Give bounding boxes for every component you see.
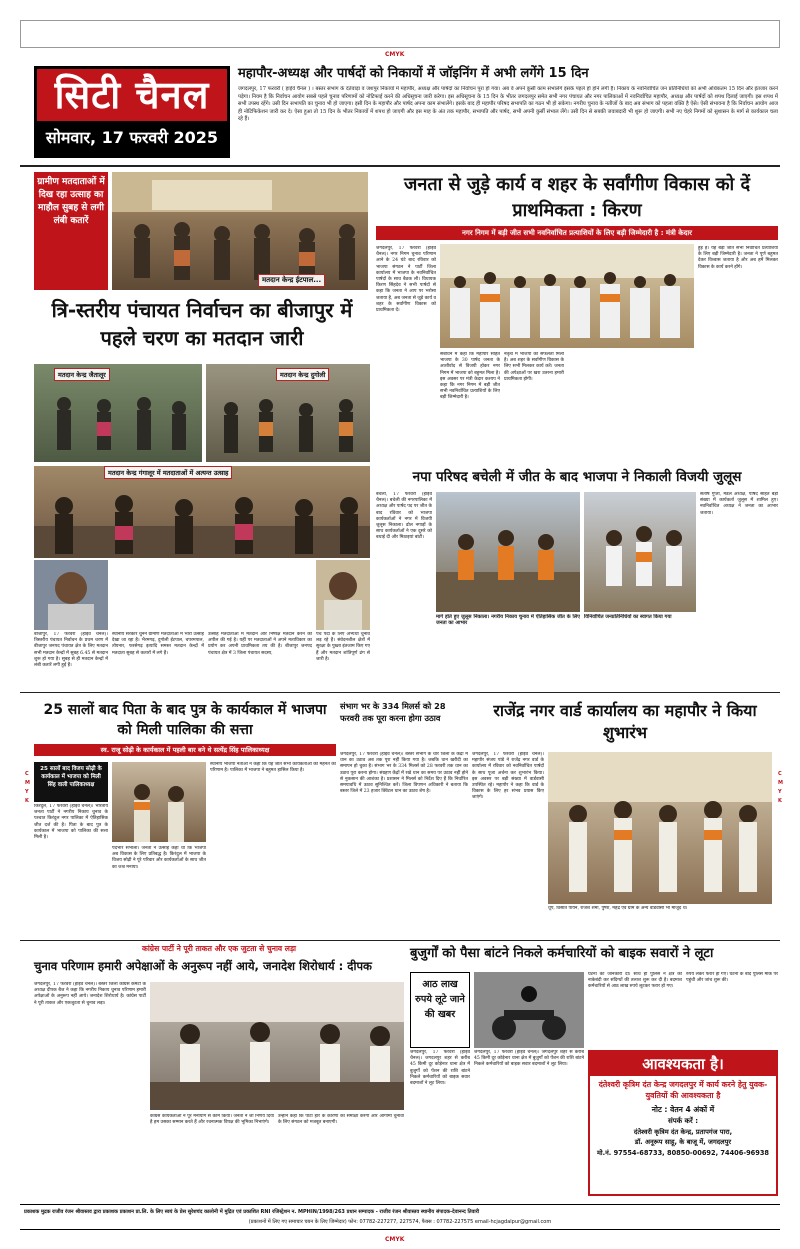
crowd-illustration — [112, 172, 368, 290]
julus-caption-1: मार्ग होते हुए जुलूस निकाला। नगरीय निकाय चुनाव में ऐतिहासिक जीत के लिए जनता का आभार — [436, 614, 580, 627]
ward-photo — [548, 752, 772, 904]
congress-body-3: उन्होंने कहा कि पार्टी हार के कारणों की समीक्षा करेगी और आगामी चुनावों के लिए संगठन को मजबूत बनाएगी। — [278, 1114, 404, 1126]
loot-body-3: रुपये लेकर फरार हो गए। घटना के बाद पुलिस मौके पर पहुंची और जांच शुरू की। — [686, 972, 778, 984]
masthead-name: सिटी चैनल — [37, 69, 227, 121]
headshot-1 — [34, 560, 108, 630]
ward-body-2: धूप, विसात पायन, राजेश शर्मा, पुष्पा, महेंद्र एवं ग्राम के अन्य वार्डवासी भी मौजूद थे। — [548, 906, 688, 911]
classified-mobile: मो.नं. 97554-68733, 80850-00692, 74406-96938 — [596, 1149, 770, 1157]
polling-photo-main — [112, 172, 368, 290]
rajendra-inset: 25 सालों बाद विजय सोढ़ी के कार्यकाल में भाजपा को मिली सिंह वाली पालिकाध्यक्ष — [34, 762, 108, 802]
lead-body: जगदलपुर, 17 फरवरी ( हाईवे चैनल ) । बस्तर संभाग के दंतेवाड़ा व जशपुर निकायों में महापौर, अध्यक्ष और पार्षदों का निर्वाचन पूरा हो गया। अब वे अपने कुर्सी काम संभालेंगे इसके पहले हो होने लगी है। निकाय के नवनिर्वाचित जन प्रतिनिधियों को अभी अधिकतम 15 दिन और इंतजार करने पड़ेगा। नियम है कि निर्वाचन आयोग सबसे पहले चुनाव परिणामों को नोटिफाई करने की अधिसूचना जारी करेगा। इस अधिसूचना के 15 दिन के भीतर जगदलपुर समेत सभी नगर पंचायत और नगर पालिकाओं में नवनिर्वाचित महापौर, अध्यक्ष और पार्षदों को शपथ दिलाई जाएगी। इस शपथ में सभी उपस्थ रहेंगे। उसी दिन सभापति का चुनाव भी हो जाएगा। इसी दिन के महापौर और पार्षद अपना काम संभालेंगे। इसके बाद ही महापौर परिषद सभापति का गठन भी हो सकेगा। नगरीय चुनाव के नतीजों के बाद अब संभाग को पहला वक्ति है ऐसे। ऐसी संभावना है कि निर्वाचन आयोग आज ही नोटिफिकेशन जारी कर दे। ऐसा हुआ तो 15 दिन के भीतर निकायों में शपथ हो जाएगी और इस माह के अंत तक महापौर, सभापति और पार्षद, सभी अपनी कुर्सी संभाल लेंगे। उसी दिन से सबकी जवाबदारी भी शुरू हो जाएगी। सभी नए चेहरे निगमों को सुशासन के मार्ग से कार्यकाल चला रहे हैं। — [238, 86, 778, 123]
classified-line1: दंतेश्वरी कृत्रिम दंत केन्द्र जगदलपुर में कार्य करने हेतु युवक-युवतियों की आवश्यकता है — [598, 1080, 768, 1100]
masthead — [34, 66, 230, 158]
ward-headline: राजेंद्र नगर वार्ड कार्यालय का महापौर ने किया शुभारंभ — [493, 701, 757, 742]
tagline-box — [34, 172, 108, 290]
congress-photo — [150, 982, 404, 1110]
loot-body-1: जगदलपुर, 17 फरवरी (हाईवे चैनल)। जगदलपुर शहर से करीब 45 किमी दूर कोड़ेनार थाना क्षेत्र में बुजुर्गों को पेंशन की राशि बांटने निकले कर्मचारियों को बाइक सवार बदमाशों ने लूट लिया। — [474, 1050, 584, 1068]
rajendra-ribbon: स्व. राजू सोढ़ी के कार्यकाल में पहली बार बने थे सत्येंद्र सिंह पालिकाध्यक्ष — [34, 744, 336, 756]
kiran-body-2: संबोधन में कहा कि महापौर सहित भाजपा के 30 पार्षद जनता के आशीर्वाद से विजयी होकर नगर निगम में भाजपा को बहुमत मिला है। इस अवसर पर मंत्री केदार कश्यप ने कहा कि नगर निगम में बड़ी जीत सभी नवनिर्वाचित प्रत्याशियों के लिए बड़ी जिम्मेदारी है। — [440, 352, 500, 401]
loot-headline: बुजुर्गों को पैसा बांटने निकले कर्मचारियों को बाइक सवारों ने लूटा — [410, 946, 714, 961]
kiran-photo — [440, 244, 694, 348]
panchayat-caption-3: मतदान केन्द्र गंगालूर में मतदाताओं में अत्यन्त उत्साह — [104, 466, 232, 479]
rajendra-photo — [112, 762, 206, 842]
sambhag-body: जगदलपुर, 17 फरवरी (हाईवे चैनल)। बस्तर संभाग के चार जिलों के केंद्रों में धान का उठाव अब तक पूरा नहीं किया गया है। जबकि धान खरीदी का समापन हो चुका है। संभाग भर के 334 मिलर्स को 28 फरवरी तक धान का उठाव पूरा करना होगा। संग्रहण केंद्रों में रखे धान का समय पर उठाव नहीं होने से नुकसान की आशंका है। प्रशासन ने मिलर्स को निर्देश दिए हैं कि निर्धारित समयावधि में उठाव सुनिश्चित करें। जिला विपणन अधिकारी ने बताया कि बस्तर जिले में 23 हजार क्विंटल धान का उठाव शेष है। — [340, 752, 468, 795]
tagline-text: ग्रामीण मतदाताओं में दिख रहा उत्साह का माहौल सुबह से लगी लंबी कतारें — [37, 177, 105, 226]
side-cmyk: C M Y K — [25, 771, 30, 804]
lead-headline: महापौर-अध्यक्ष और पार्षदों को निकायों में जॉइनिंग में अभी लगेंगे 15 दिन — [238, 66, 589, 81]
masthead-date: सोमवार, 17 फरवरी 2025 — [37, 121, 227, 155]
loot-box — [410, 972, 470, 1048]
sambhag-headline: संभाग भर के 334 मिलर्स को 28 फरवरी तक पूरा करना होगा उठाव — [340, 701, 446, 723]
loot-box-text: आठ लाख रुपये लूटे जाने की खबर — [415, 979, 465, 1020]
julus-photo-1 — [436, 492, 580, 612]
footer-line-2: (प्रकाशनों में लिए गए समाचार चयन के लिए जिम्मेदार) फोन: 07782-227277, 227574, फैक्स : 07782-227575 email-hcjagdalpur@gmail.com — [248, 1219, 552, 1225]
classified-ad — [588, 1050, 778, 1196]
julus-photo-2 — [584, 492, 696, 612]
headshot-2 — [316, 560, 370, 630]
congress-banner: कांग्रेस पार्टी ने पूरी ताकत और एक जुटता से चुनाव लड़ा — [142, 944, 296, 953]
bottom-cmyk-label: CMYK — [385, 1236, 405, 1243]
panchayat-body-3: उत्साह मतदाताओं में मतदान और निष्पक्ष मतदान करने की अपील की गई है। यहीं पर मतदाताओं ने अपने मताधिकार का प्रयोग कर अपनी प्राथमिकता तय की है। बीजापुर जनपद पंचायत क्षेत्र में 3 जिला पंचायत सदस्य, — [208, 632, 312, 656]
classified-address: दंतेश्वरी कृत्रिम दंत केन्द्र, प्रतापगंज पारा, — [633, 1128, 733, 1136]
panchayat-photo-1 — [34, 364, 202, 462]
panchayat-body-2: स्थानीय सरकार चुनने ग्रामीण मतदाताओं में भारी उत्साह देखा जा रहा है। भैरमगढ़, दुगोली ईटपाल, चपरमपाल, तोयनार, फरसेगढ़ इत्यादि समस्त मतदान केन्द्रों में मतदाता सुबह से कतारों में लगे हैं। — [112, 632, 204, 656]
loot-body-2: घटना की जानकारी दी। साथ ही पुलिस ने क्षेत्र की नाकेबंदी कर संदिग्धों की तलाश शुरू कर दी है। बदमाश कर्मचारियों से आठ लाख रुपये लूटकर फरार हो गए। — [588, 972, 682, 990]
congress-body-1: जगदलपुर, 17 फरवरी (हाईवे चैनल)। बस्तर जिला कांग्रेस कमेटी के अध्यक्ष दीपक बैज ने कहा कि नगरीय निकाय चुनाव परिणाम हमारी अपेक्षाओं के अनुरूप नहीं आये। जनादेश शिरोधार्य है। कांग्रेस पार्टी ने पूरी ताकत और एकजुटता से चुनाव लड़ा। — [34, 982, 146, 1006]
panchayat-body-1: बीजापुर, 17 फरवरी (हाईवे चैनल)। त्रिस्तरीय पंचायत निर्वाचन के प्रथम चरण में बीजापुर जनपद पंचायत क्षेत्र के लिए मतदान सभी मतदान केन्द्रों में सुबह 6.45 से मतदान शुरू हो गया है। सुबह से ही मतदान केन्द्रों में लंबी कतारें लगी हुई हैं। — [34, 632, 108, 669]
julus-body-2: संतोष गुप्ता, मंडल अध्यक्ष, पार्षद सहित बड़ी संख्या में कार्यकर्ता जुलूस में शामिल हुए। नवनिर्वाचित अध्यक्ष ने जनता का आभार जताया। — [700, 492, 778, 516]
top-cmyk-label: CMYK — [385, 51, 405, 58]
kiran-body-4: हुई है। यह बड़ी जीत सभी निर्वाचित प्रत्याशियों के लिए बड़ी जिम्मेदारी है। जनता ने पूर्ण बहुमत देकर विश्वास जताया है और अब हमें मिलकर विकास के कार्य करने होंगे। — [698, 246, 778, 270]
panchayat-headline: त्रि-स्तरीय पंचायत निर्वाचन का बीजापुर में पहले चरण का मतदान जारी — [51, 298, 353, 350]
julus-caption-2: विनिर्वाचित जनप्रतिनिधियों का स्वागत किया गया — [584, 614, 672, 620]
classified-doctor: डॉ. अनूरूप साहू, के बाजू में, जगदलपुर — [634, 1138, 732, 1146]
panchayat-caption-2: मतदान केन्द्र दुगोली — [276, 368, 329, 381]
panchayat-caption-1: मतदान केन्द्र जैतालूर — [54, 368, 110, 381]
julus-headline: नपा परिषद बचेली में जीत के बाद भाजपा ने निकाली विजयी जुलूस — [412, 469, 742, 485]
footer — [20, 1204, 780, 1230]
rajendra-body-3: स्थानीय भाजपा नेताओं ने कहा कि यह जीत सभी कार्यकर्ताओं की मेहनत का परिणाम है। पालिका में भाजपा ने बहुमत हासिल किया है। — [210, 762, 336, 774]
kiran-subhead: नगर निगम में बड़ी जीत सभी नवनिर्वाचित प्रत्याशियों के लिए बड़ी जिम्मेदारी है : मंत्री केदार — [376, 226, 778, 240]
kiran-headline: जनता से जुड़े कार्य व शहर के सर्वांगीण विकास को दें प्राथमिकता : किरण — [403, 174, 751, 221]
panchayat-photo-2 — [206, 364, 370, 462]
rajendra-body-1: किरंदुल, 17 फरवरी (हाईवे चैनल)। भारतीय जनता पार्टी ने नगरीय निकाय चुनाव के पश्चात किरंदुल नगर पालिका में ऐतिहासिक जीत दर्ज की है। पिता के बाद पुत्र के कार्यकाल में भाजपा को पालिका की सत्ता मिली है। — [34, 804, 108, 841]
classified-note: नोट : वेतन 4 अंकों में — [651, 1105, 715, 1114]
julus-body-1: बचेली, 17 फरवरी (हाईवे चैनल)। बचेली की नगरपालिका में अध्यक्ष और पार्षद पद पर जीत के बाद रविवार को भाजपा कार्यकर्ताओं ने नगर में विजयी जुलूस निकाला। ढोल नगाड़ों के साथ कार्यकर्ताओं ने एक दूसरे को बधाई दी और मिठाइयां बांटी। — [376, 492, 432, 541]
kiran-body-1: जगदलपुर, 17 फरवरी (हाईवे चैनल)। नगर निगम चुनाव परिणाम आने के 24 घंटे बाद रविवार को भाजपा संगठन ने पार्टी जिला कार्यालय में भाजपा के नवनिर्वाचित पार्षदों के साथ बैठक ली। विधायक किरण सिंहदेव ने सभी पार्षदों से कहा कि जनता ने आप पर भरोसा जताया है, अब जनता से जुड़े कार्य व शहर के सर्वांगीण विकास को प्राथमिकता दें। — [376, 246, 436, 314]
classified-contact-label: संपर्क करें : — [668, 1117, 698, 1125]
panchayat-photo-3 — [34, 466, 370, 558]
congress-body-2: कांग्रेस कार्यकर्ताओं ने पूरे मनोयोग से काम किया। जनता ने जो निर्णय दिया है हम उसका सम्मान करते हैं और रचनात्मक विपक्ष की भूमिका निभाएंगे। — [150, 1114, 274, 1126]
loot-photo — [474, 972, 584, 1048]
congress-headline: चुनाव परिणाम हमारी अपेक्षाओं के अनुरूप नहीं आये, जनादेश शिरोधार्य : दीपक — [34, 959, 372, 973]
panchayat-body-4: पंच पदों के लिए अभ्यर्थी चुनाव लड़ रहे हैं। संवेदनशील क्षेत्रों में सुरक्षा के पुख्ता इंतजाम किए गए हैं और मतदान शांतिपूर्ण ढंग से जारी है। — [316, 632, 370, 662]
loot-body-4: जगदलपुर, 17 फरवरी (हाईवे चैनल)। जगदलपुर शहर से करीब 45 किमी दूर कोड़ेनार थाना क्षेत्र में बुजुर्गों को पेंशन की राशि बांटने निकले कर्मचारियों को बाइक सवार बदमाशों ने लूट लिया। — [410, 1050, 470, 1087]
rajendra-headline: 25 सालों बाद पिता के बाद पुत्र के कार्यकाल में भाजपा को मिली पालिका की सत्ता — [43, 702, 327, 738]
side-cmyk-right: C M Y K — [778, 771, 783, 804]
ward-body: जगदलपुर, 17 फरवरी (हाईवे चैनल)। महापौर संजय पांडे ने राजेंद्र नगर वार्ड के कार्यालय में रविवार को नवनिर्वाचित पार्षदों के साथ पूजा अर्चना कर शुभारंभ किया। इस अवसर पर बड़ी संख्या में वार्डवासी उपस्थित रहे। महापौर ने कहा कि वार्ड के विकास के लिए हर संभव प्रयास किए जाएंगे। — [472, 752, 544, 801]
kiran-body-3: नेतृत्व में भाजपा को सफलता मिली है। अब शहर के सर्वांगीण विकास के लिए सभी मिलकर कार्य करें। जनता की अपेक्षाओं पर खरा उतरना हमारी प्राथमिकता होगी। — [504, 352, 564, 382]
classified-title: आवश्यकता है। — [590, 1052, 776, 1076]
top-ruler-box — [20, 20, 780, 48]
polling-photo-caption: मतदान केन्द्र ईटपाल... — [258, 274, 325, 287]
rajendra-body-2: पदभार संभाला। जनता ने उत्साह कहा था कि भाजपा अब विकास के लिए प्रतिबद्ध है। किरंदुल में भाजपा के विजय सोढ़ी ने पूरे परिवार और कार्यकर्ताओं के साथ जीत का जश्न मनाया। — [112, 846, 206, 870]
footer-line-1: प्रकाशक मुद्रक राजीव रंजन श्रीवास्तव द्वारा प्रकाशक प्रकाशन प्रा.लि. के लिए स्वयं के प्रेस सुरेशचंद कालोनी में मुद्रित एवं प्रकाशित RNI रजिस्ट्रेशन न. MPHIN/1998/263 प्रधान सम्पादक - राजीव रंजन श्रीवास्तव स्थानीय संपादक-देवानन्द तिवारी — [24, 1209, 480, 1215]
